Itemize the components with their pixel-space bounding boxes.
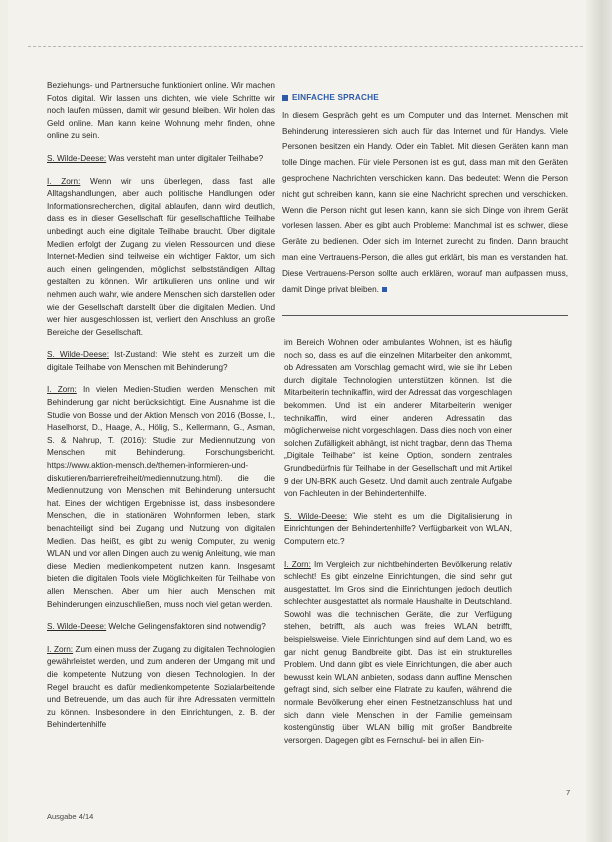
- paragraph-question: [47, 621, 275, 634]
- right-column: [284, 337, 512, 757]
- binding-shadow: [586, 0, 612, 842]
- speaker-label: S. Wilde-Deese:: [47, 153, 107, 163]
- speaker-label: I. Zorn:: [47, 176, 81, 186]
- speaker-label: I. Zorn:: [284, 559, 311, 569]
- issue-footer: Ausgabe 4/14: [47, 812, 94, 821]
- speaker-label: I. Zorn:: [47, 385, 77, 395]
- box-title: [282, 90, 568, 106]
- paragraph-text: Zum einen muss der Zugang zu digitalen Technologien gewährleistet werden, und zum anderen der Umgang mit und die kompetente Nutzung von diesen Technologien. In der Regel braucht es dafür medienkompetente Sozialarbeitende und Betreuende, um das auch für ihre Adressaten vermitteln zu können. Insbesondere in den Einrichtungen, z. B. der Behindertenhilfe: [47, 644, 275, 730]
- end-square-icon: [382, 287, 387, 292]
- speaker-label: I. Zorn:: [47, 644, 74, 654]
- paragraph-answer: [47, 644, 275, 732]
- paragraph-answer: [47, 176, 275, 340]
- paragraph-text: In vielen Medien-Studien werden Menschen mit Behinderung gar nicht berücksichtigt. Eine Ausnahme ist die Studie von Bosse und der Aktion Mensch von 2016 (Bosse, I., Haselhorst, D., Haage, A., Hölig, S., Kellermann, G., Asman, S. & Nahrup, T. (2016): Studie zur Mediennutzung von Menschen mit Behinderung. Forschungsbericht. https://www.aktion-mensch.de/themen-informieren-und-diskutieren/barrierefreiheit/mediennutzung.html). die die Mediennutzung von Menschen mit Behinderung untersucht hat. Eines der wichtigen Ergebnisse ist, dass insbesondere Menschen, die in stationären Wohnformen leben, stark benachteiligt sind bei Zugang und Nutzung von digitalen Medien. Das heißt, es gibt zu wenig Computer, zu wenig WLAN und vor allen Dingen auch zu wenig Anleitung, wie man diese Medien medienkompetent nutzen kann. Insgesamt bieten die digitalen Tools viele Möglichkeiten für Teilhabe von allen Menschen. Aber um hier auch Menschen mit Behinderungen einzuschließen, muss noch viel getan werden.: [47, 385, 276, 609]
- easy-language-box: [282, 90, 568, 297]
- paragraph-text: Beziehungs- und Partnersuche funktioniert online. Wir machen Fotos digital. Wir lassen uns dichten, wie viele Schritte wir noch laufen müssen, damit wir gesund bleiben. Wir holen das Geld online. Man kann keine Wohnung mehr finden, ohne online zu sein.: [47, 81, 275, 141]
- box-bottom-rule: [282, 315, 568, 316]
- paragraph-text: Was versteht man unter digitaler Teilhabe?: [106, 153, 264, 163]
- paragraph-answer: [284, 559, 512, 748]
- paragraph-text: Wie steht es um die Digitalisierung in Einrichtungen der Behindertenhilfe? Verfügbarkeit von WLAN, Computern etc.?: [284, 511, 512, 546]
- speaker-label: S. Wilde-Deese:: [47, 622, 107, 632]
- paragraph-text: Ist-Zustand: Wie steht es zurzeit um die digitale Teilhabe von Menschen mit Behinderung?: [47, 350, 275, 372]
- speaker-label: S. Wilde-Deese:: [47, 350, 109, 360]
- paragraph-answer: [47, 384, 275, 611]
- paragraph-text: Welche Gelingensfaktoren sind notwendig?: [106, 622, 266, 632]
- page-number: 7: [566, 788, 571, 797]
- header-rule: [28, 46, 583, 47]
- paragraph-question: [47, 153, 275, 166]
- left-column: [47, 80, 275, 742]
- box-text-paragraph: [282, 108, 568, 298]
- box-text: In diesem Gespräch geht es um Computer und das Internet. Menschen mit Behinderung interessieren sich auch für das Internet und für Handys. Viele Personen besitzen ein Handy. Oder ein Tablet. Mit diesen Geräten kann man tolle Dinge machen. Für viele Personen ist es gut, dass man mit den Geräten gesprochene Nachrichten verschicken kann. Das bedeutet: Wenn die Person nicht gut schreiben kann, kann sie eine Nachricht sprechen und verschicken. Wenn die Person nicht gut lesen kann, kann sie sich Dinge von ihrem Gerät vorlesen lassen. Aber es gibt auch Probleme: Manchmal ist es schwer, diese Geräte zu bedienen. Oder sich im Internet zurecht zu finden. Dann braucht man eine Vertrauens-Person, die alles gut erklärt, bis man es verstanden hat. Diese Vertrauens-Person sollte auch erklären, worauf man aufpassen muss, damit Dinge privat bleiben.: [282, 110, 568, 294]
- paragraph-text: [284, 337, 512, 501]
- paragraph-question: [47, 349, 275, 374]
- paragraph-text: Wenn wir uns überlegen, dass fast alle Alltagshandlungen, aber auch politische Handlungen oder Informationsrecherchen, digital ablaufen, dann wird deutlich, dass es in dieser Gesellschaft für gesellschaftliche Teilhabe unbedingt auch eine digitale Teilhabe braucht. Über digitale Medien erfolgt der Zugang zu vielen Ressourcen und diese Internet-Medien sind teilweise ein wichtiger Faktor, um sich auch einen gelingenden, möglichst selbstständigen Alltag gestalten zu können. Wir artikulieren uns online und wir nehmen auch wahr, wie andere Menschen sich darstellen oder wie der Gesellschaft darstellt über die digitalen Medien. Und wer hier ausgeschlossen ist, verliert den Anschluss an große Bereiche der Gesellschaft.: [47, 176, 275, 337]
- box-title-text: EINFACHE SPRACHE: [292, 93, 379, 102]
- paragraph-text: im Bereich Wohnen oder ambulantes Wohnen, ist es häufig noch so, dass es auf die einzelnen Mitarbeiter den ankommt, ob Adressaten am Vorschlag gemacht wird, wie sie ihr Leben durch digitale Technologien unterstützen können. Ist die Mitarbeiterin technikaffin, wird der Adressat das vorgeschlagen bekommen. Und ist ein anderer Mitarbeiterin weniger technikaffin, wird einer anderen Adressatin das möglicherweise nicht vorgeschlagen. Dass dies noch von einer solchen Zufälligkeit abhängt, ist nicht tragbar, denn das Thema „Digitale Teilhabe“ ist keine Option, sondern zentrales Grundbedürfnis für Teilhabe in der Gesellschaft und mit Artikel 9 der UN-BRK auch Gesetz. Und damit auch zentrale Aufgabe von Fachleuten in der Behindertenhilfe.: [284, 338, 513, 499]
- speaker-label: S. Wilde-Deese:: [284, 511, 348, 521]
- paragraph-text: Im Vergleich zur nichtbehinderten Bevölkerung relativ schlecht! Es gibt einzelne Einrichtungen, die sind sehr gut ausgestattet. Im Gros sind die Einrichtungen jedoch deutlich schlechter ausgestattet als normale Haushalte in Deutschland. Sowohl was die technischen Geräte, die zur Verfügung stehen, betrifft, als auch was freies WLAN betrifft, beispielsweise. Viele Einrichtungen sind auf dem Land, wo es gar nicht genug Bandbreite gibt. Das ist ein strukturelles Problem. Und dann gibt es viele Einrichtungen, die aber auch bewusst kein WLAN anbieten, sodass dann auffine Menschen gefragt sind, sich selber eine Flatrate zu kaufen, während die normale Bevölkerung eher einen Festnetzanschluss hat und sich dann viele Menschen in der Familie gemeinsam kostengünstig über WLAN billig mit großer Bandbreite versorgen. Dagegen gibt es Fernschul- bei in allen Ein-: [284, 559, 512, 745]
- blue-square-icon: [282, 95, 288, 101]
- paragraph-text: [47, 80, 275, 143]
- paragraph-question: [284, 511, 512, 549]
